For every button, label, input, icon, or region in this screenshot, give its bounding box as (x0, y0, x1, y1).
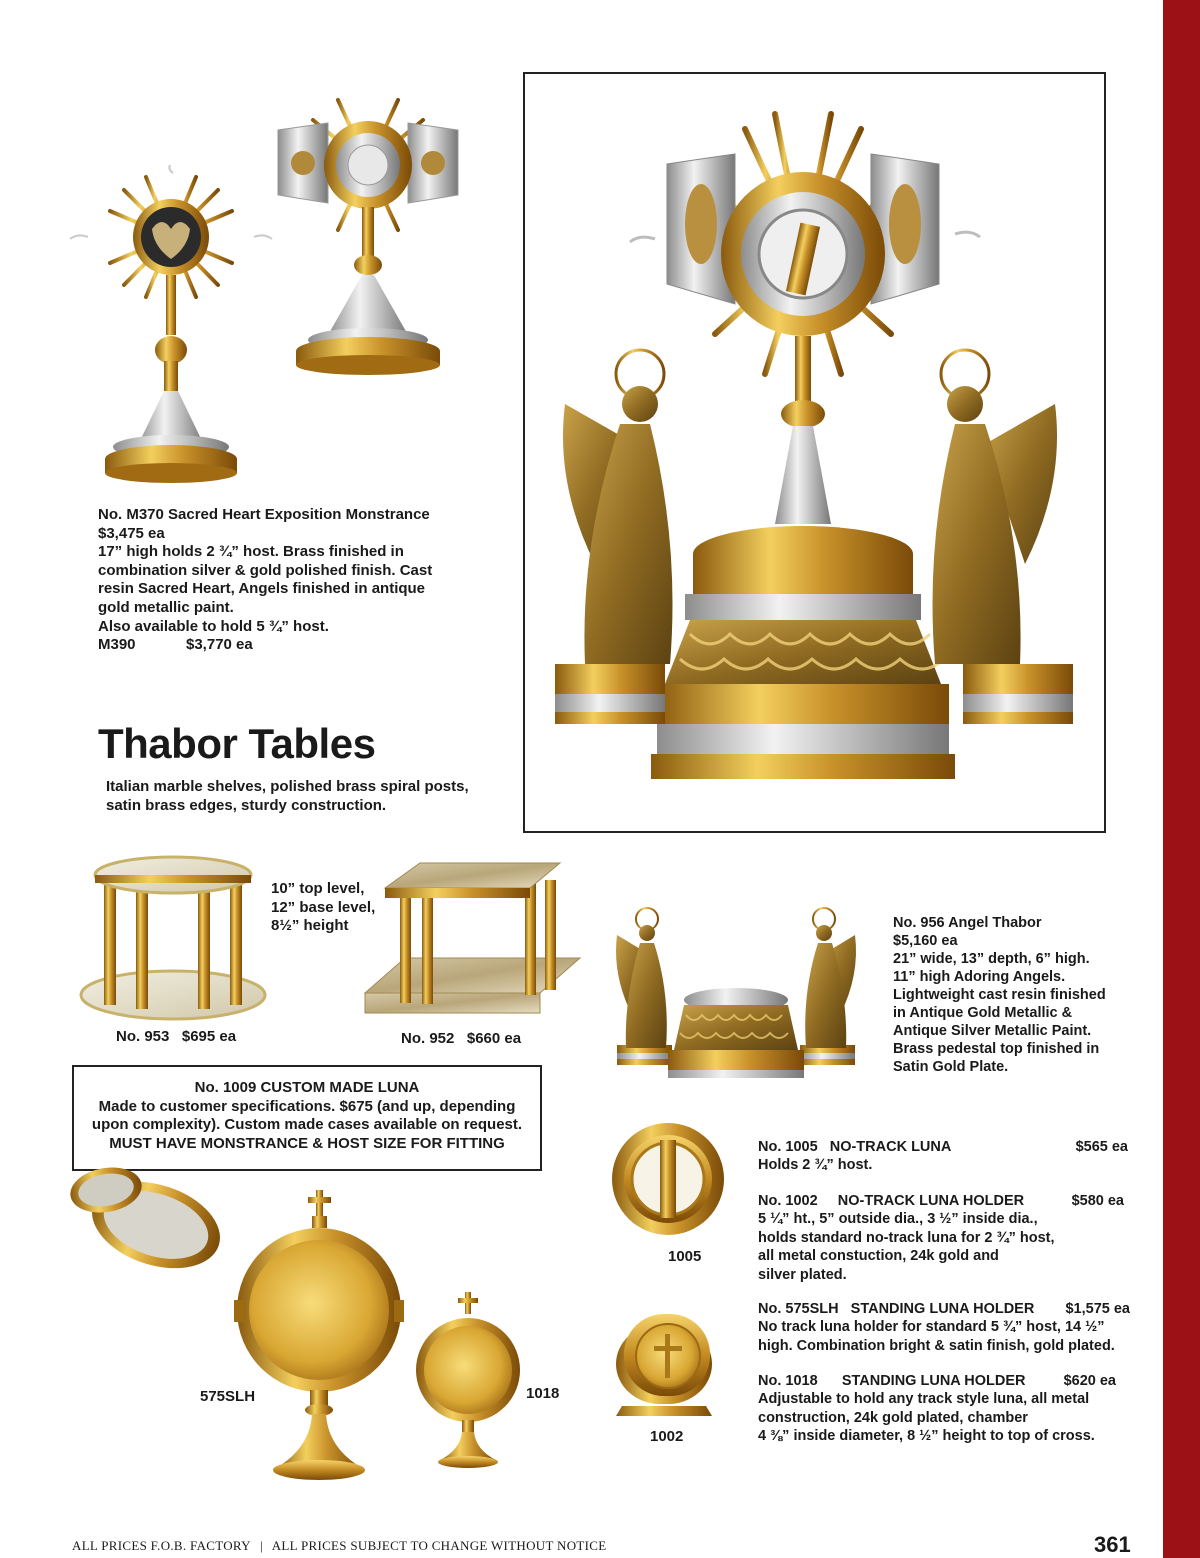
standing-luna-575slh-image (232, 1188, 407, 1483)
p1002-name: No. 1002 NO-TRACK LUNA HOLDER (758, 1193, 1025, 1209)
p956-line: 21” wide, 13” depth, 6” high. (893, 951, 1090, 967)
thabor-table-953-image (78, 855, 268, 1025)
photo-label-1018: 1018 (526, 1385, 560, 1402)
product-1018-description (758, 1372, 1116, 1446)
luna-1009-line: upon complexity). Custom made cases available on request. (91, 1116, 523, 1134)
thabor-desc-line: satin brass edges, sturdy construction. (106, 796, 387, 814)
p1018-name: No. 1018 STANDING LUNA HOLDER (758, 1373, 1026, 1389)
monstrance-winged-image (268, 85, 468, 385)
p575-name: No. 575SLH STANDING LUNA HOLDER (758, 1301, 1035, 1317)
p956-line: 11” high Adoring Angels. (893, 969, 1066, 985)
thabor-table-952-image (360, 858, 585, 1023)
table-953-spec-line: 8½” height (271, 917, 349, 935)
p575-line: No track luna holder for standard 5 ¾” host, 14 ½” (758, 1319, 1105, 1336)
no-track-luna-1005-image (608, 1118, 728, 1240)
footer-separator: | (259, 1538, 263, 1553)
p956-line: Antique Silver Metallic Paint. (893, 1023, 1092, 1039)
m370-line: resin Sacred Heart, Angels finished in antique (98, 580, 426, 598)
page-number: 361 (1094, 1532, 1131, 1557)
p1018-line: construction, 24k gold plated, chamber (758, 1409, 1028, 1426)
section-heading-thabor-tables: Thabor Tables (98, 720, 376, 767)
p1005-name: No. 1005 NO-TRACK LUNA (758, 1139, 952, 1155)
p1018-price: $620 ea (1063, 1373, 1116, 1389)
p1002-header (758, 1192, 1124, 1210)
p1002-line: holds standard no-track luna for 2 ¾” host, (758, 1229, 1055, 1246)
table-953-label: No. 953 $695 ea (116, 1028, 237, 1045)
product-956-description (893, 914, 1106, 1076)
p575-header (758, 1300, 1130, 1318)
p956-line: Satin Gold Plate. (893, 1059, 1009, 1075)
m390-price: $3,770 ea (186, 636, 253, 654)
p575-line: high. Combination bright & satin finish, gold plated. (758, 1337, 1115, 1354)
p1018-header (758, 1372, 1116, 1390)
standing-luna-1018-image (412, 1290, 524, 1470)
p1002-line: all metal constuction, 24k gold and (758, 1248, 999, 1265)
p956-line: in Antique Gold Metallic & (893, 1005, 1073, 1021)
product-1002-description (758, 1192, 1124, 1284)
featured-angel-monstrance-image (523, 72, 1106, 833)
p956-line: No. 956 Angel Thabor (893, 915, 1042, 931)
product-m370-description (98, 506, 518, 655)
custom-luna-1009-image (66, 1160, 231, 1275)
angel-thabor-956-image (612, 905, 860, 1090)
monstrance-m370-image (68, 165, 273, 485)
page-footer (72, 1538, 607, 1554)
p956-line: Brass pedestal top finished in (893, 1041, 1100, 1057)
p1005-line: Holds 2 ¾” host. (758, 1157, 873, 1173)
footer-price-notice: ALL PRICES SUBJECT TO CHANGE WITHOUT NOTICE (271, 1538, 607, 1553)
p575-price: $1,575 ea (1065, 1301, 1130, 1317)
p1002-line: 5 ¼” ht., 5” outside dia., 3 ½” inside dia., (758, 1211, 1038, 1228)
m370-price: $3,475 ea (98, 524, 165, 542)
p1002-line: silver plated. (758, 1266, 847, 1283)
p1018-line: Adjustable to hold any track style luna, all metal (758, 1391, 1090, 1408)
photo-label-1002: 1002 (650, 1428, 684, 1445)
luna-1009-line: Made to customer specifications. $675 (and up, depending (98, 1097, 516, 1115)
footer-fob-note: ALL PRICES F.O.B. FACTORY (72, 1538, 251, 1553)
m370-line: combination silver & gold polished finish. Cast (98, 561, 433, 579)
luna-holder-1002-image (608, 1310, 720, 1422)
table-953-spec-line: 12” base level, (271, 898, 376, 916)
m390-row (98, 636, 518, 655)
photo-label-575slh: 575SLH (200, 1388, 256, 1405)
thabor-description (106, 778, 516, 815)
m370-line: gold metallic paint. (98, 598, 234, 616)
m390-number: M390 (98, 636, 136, 654)
product-1005-description (758, 1138, 1128, 1174)
luna-1009-title: No. 1009 CUSTOM MADE LUNA (194, 1079, 420, 1096)
p1002-price: $580 ea (1071, 1193, 1124, 1209)
custom-luna-1009-box (72, 1065, 542, 1171)
product-575slh-description (758, 1300, 1130, 1355)
m370-line: No. M370 Sacred Heart Exposition Monstrance (98, 506, 430, 523)
accent-side-bar (1163, 0, 1200, 1558)
m370-line: 17” high holds 2 ¾” host. Brass finished in (98, 543, 404, 561)
p1005-header (758, 1138, 1128, 1156)
p956-price: $5,160 ea (893, 933, 958, 949)
m370-line: Also available to hold 5 ¾” host. (98, 617, 329, 635)
p956-line: Lightweight cast resin finished (893, 987, 1106, 1003)
thabor-desc-line: Italian marble shelves, polished brass spiral posts, (106, 778, 469, 795)
photo-label-1005: 1005 (668, 1248, 702, 1265)
table-952-label: No. 952 $660 ea (401, 1030, 522, 1047)
luna-1009-line: MUST HAVE MONSTRANCE & HOST SIZE FOR FITTING (109, 1134, 505, 1152)
table-953-spec-line: 10” top level, (271, 880, 365, 897)
p1018-line: 4 ⅜” inside diameter, 8 ½” height to top of cross. (758, 1428, 1095, 1445)
p1005-price: $565 ea (1075, 1139, 1128, 1155)
